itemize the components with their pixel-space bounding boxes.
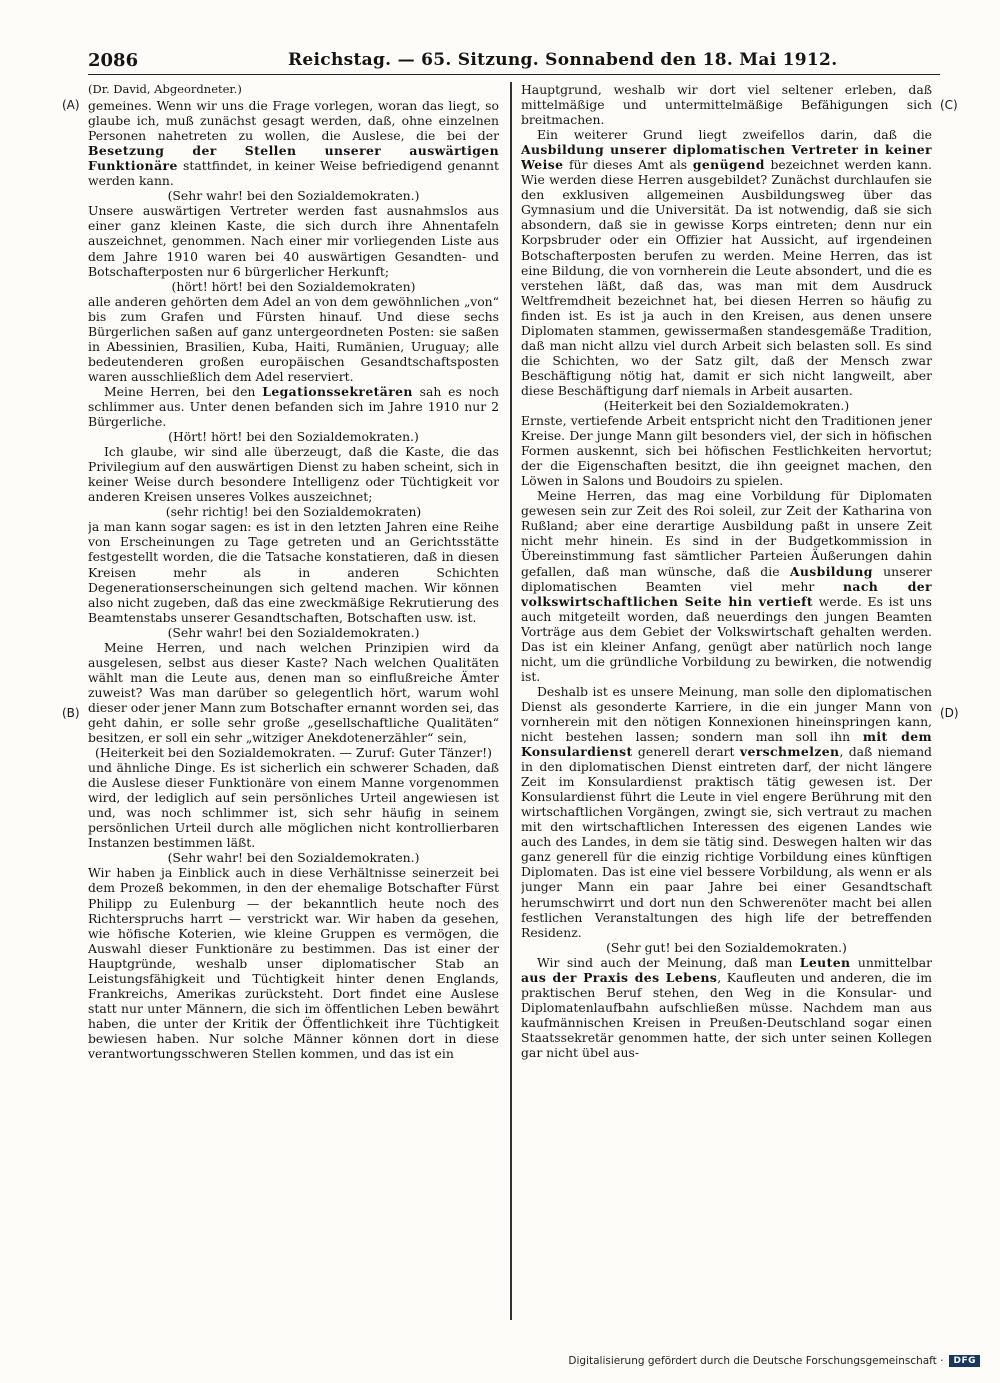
- reaction: (Heiterkeit bei den Sozialdemokraten. — Zuruf: Guter Tänzer!): [95, 745, 492, 761]
- paragraph: und ähnliche Dinge. Es ist sicherlich ein schwerer Schaden, daß die Auslese dieser Funktionäre von einem Manne vorgenommen wird, der lediglich auf sein persönliches Urteil angewiesen ist und, was noch schlimmer ist, sich sehr häufig in seinem persönlichen Urteil durch alle möglichen nicht kontrollierbaren Instanzen bestimmen läßt.: [88, 760, 499, 851]
- paragraph: Unsere auswärtigen Vertreter werden fast ausnahmslos aus einer ganz kleinen Kaste, die sich durch ihre Ahnentafeln auszeichnet, genommen. Nach einer mir vorliegenden Liste aus dem Jahre 1910 waren bei 40 auswärtigen Gesandten- und Botschafterposten nur 6 bürgerlicher Herkunft;: [88, 203, 499, 279]
- text-run: gemeines. Wenn wir uns die Frage vorlegen, woran das liegt, so glaube ich, muß zunächst gesagt werden, daß, ohne einzelnen Personen nahetreten zu wollen, die Auslese, die bei der: [88, 98, 499, 144]
- left-column: [88, 82, 499, 1322]
- text-run: Wir sind auch der Meinung, daß man: [537, 954, 800, 970]
- column-divider: [510, 82, 512, 1320]
- text-run: unmittelbar: [850, 954, 932, 970]
- reaction: (Heiterkeit bei den Sozialdemokraten.): [603, 397, 850, 413]
- paragraph: Ich glaube, wir sind alle überzeugt, daß die Kaste, die das Privilegium auf den auswärtigen Dienst zu haben scheint, sich in keiner Weise durch besondere Intelligenz oder Tüchtigkeit vor anderen Kreisen unseres Volkes auszeichnet;: [88, 444, 499, 505]
- paragraph: [88, 384, 499, 429]
- reaction: (Sehr wahr! bei den Sozialdemokraten.): [167, 188, 420, 204]
- text-run: Ein weiterer Grund liegt zweifellos darin, daß die: [537, 127, 932, 143]
- emphasis: genügend: [692, 157, 765, 173]
- reaction: (Sehr wahr! bei den Sozialdemokraten.): [167, 850, 420, 866]
- margin-mark-a: (A): [62, 98, 80, 112]
- emphasis: Legationssekretären: [262, 383, 413, 399]
- paragraph: [521, 684, 932, 940]
- text-run: für dieses Amt als: [563, 157, 693, 173]
- paragraph: Wir haben ja Einblick auch in diese Verhältnisse seinerzeit bei dem Prozeß bekommen, in den der ehemalige Botschafter Fürst Philipp zu Eulenburg — der bekanntlich heute noch des Richterspruchs harrt — verstrickt war. Wir haben da gesehen, wie höfische Koterien, wie kleine Gruppen es vermögen, die Auswahl dieser Funktionäre zu bestimmen. Das ist einer der Hauptgründe, weshalb unser diplomatischer Stab an Leistungsfähigkeit und Tüchtigkeit hinter denen Englands, Frankreichs, Amerikas zurücksteht. Dort findet eine Auslese statt nur unter Männern, die sich im öffentlichen Leben bewährt haben, die unter der Kritik der Öffentlichkeit ihre Tüchtigkeit bewiesen haben. Nur solche Männer können dort in diese verantwortungsschweren Stellen kommen, und das ist ein: [88, 865, 499, 1061]
- paragraph: alle anderen gehörten dem Adel an von dem gewöhnlichen „von“ bis zum Grafen und Fürsten hinauf. Und diese sechs Bürgerlichen saßen auf ganz untergeordneten Posten: sie saßen in Abessinien, Brasilien, Kuba, Haiti, Rumänien, Uruguay; alle bedeutenderen großen europäischen Gesandtschaftsposten waren ausschließlich dem Adel reserviert.: [88, 293, 499, 384]
- text-run: Meine Herren, das mag eine Vorbildung für Diplomaten gewesen sein zur Zeit des Roi soleil, zur Zeit der Katharina von Rußland; aber eine derartige Ausbildung paßt in unsere Zeit nicht mehr hinein. Es sind in der Budgetkommission in Übereinstimmung fast sämtlicher Parteien Äußerungen dahin gefallen, daß man wünsche, daß die: [521, 488, 932, 579]
- emphasis: verschmelzen: [739, 744, 840, 760]
- page-number: 2086: [88, 50, 139, 71]
- emphasis: Ausbildung unserer diplomatischen Vertreter in keiner Weise: [521, 142, 932, 173]
- speaker-line: (Dr. David, Abgeordneter.): [88, 82, 242, 96]
- reaction: (Sehr gut! bei den Sozialdemokraten.): [606, 939, 847, 955]
- text-run: , Kaufleuten und anderen, die im praktischen Beruf stehen, den Weg in die Konsular- und Diplomatenlaufbahn aufschließen müsse. Nachdem man aus kaufmännischen Kreisen in Preußen-Deutschland sogar einen Staatssekretär genommen hatte, der sich unter seinen Kollegen gar nicht übel aus-: [521, 969, 932, 1060]
- emphasis: Leuten: [799, 954, 851, 970]
- paragraph: Ernste, vertiefende Arbeit entspricht nicht den Traditionen jener Kreise. Der junge Mann gilt besonders viel, der sich in höfischen Formen auskennt, sich bei höfischen Festlichkeiten hervortut; der die Eigenschaften besitzt, die ihn geeignet machen, den Löwen in Salons und Boudoirs zu spielen.: [521, 413, 932, 489]
- reaction: (sehr richtig! bei den Sozialdemokraten): [165, 504, 422, 520]
- text-run: generell derart: [632, 744, 740, 760]
- emphasis: mit dem Konsulardienst: [521, 729, 932, 760]
- emphasis: nach der volkswirtschaftlichen Seite hin vertieft: [521, 578, 932, 609]
- paragraph: [521, 488, 932, 684]
- text-run: Deshalb ist es unsere Meinung, man solle den diplomatischen Dienst als gesonderte Karriere, in die ein junger Mann von vornherein mit den nötigen Konnexionen hineinspringen kann, nicht bestehen lassen; sondern man soll ihn: [521, 683, 932, 745]
- paragraph: [521, 955, 932, 1060]
- paragraph: [521, 127, 932, 398]
- margin-mark-d: (D): [940, 706, 959, 720]
- dfg-logo: DFG: [949, 1355, 980, 1367]
- text-run: sah es noch schlimmer aus. Unter denen befanden sich im Jahre 1910 nur 2 Bürgerliche.: [88, 383, 499, 430]
- paragraph: Meine Herren, und nach welchen Prinzipien wird da ausgelesen, selbst aus dieser Kaste? Nach welchen Qualitäten wählt man die Leute aus, denen man so einflußreiche Ämter zuweist? Was man darüber so gelegentlich hört, warum wohl dieser oder jener Mann zum Botschafter ernannt worden sei, das geht dahin, er solle sehr große „gesellschaftliche Qualitäten“ besitzen, er soll ein sehr „witziger Anekdotenerzähler“ sein,: [88, 639, 499, 746]
- right-column: [521, 82, 932, 1322]
- footer-credit: Digitalisierung gefördert durch die Deutsche Forschungsgemeinschaft ·: [568, 1355, 944, 1367]
- digitization-footer: [568, 1353, 980, 1369]
- paragraph: [88, 98, 499, 188]
- emphasis: Besetzung der Stellen unserer auswärtigen Funktionäre: [88, 143, 499, 174]
- reaction: (Hört! hört! bei den Sozialdemokraten.): [168, 429, 419, 445]
- margin-mark-b: (B): [62, 706, 80, 720]
- text-run: bezeichnet werden kann. Wie werden diese Herren ausgebildet? Zunächst durchlaufen sie den exklusiven allgemeinen Ausbildungsweg über das Gymnasium und die Universität. Da ist notwendig, daß sie sich absondern, daß sie in gewisse Korps eintreten; denn nur ein Korpsbruder oder ein Offizier hat Aussicht, auf irgendeinen Botschafterposten berufen zu werden. Meine Herren, das ist eine Bildung, die von vornherein die Leute absondert, und die es verstehen läßt, daß das, was man mit dem Ausdruck Weltfremdheit bezeichnet hat, bei diesen Herren so häufig zu finden ist. Es ist ja auch in den Kreisen, aus denen unsere Diplomaten stammen, gewissermaßen standesgemäße Tradition, daß man nicht allzu viel durch Arbeit sich belasten soll. Es sind die Schichten, wo der Satz gilt, daß der Mensch zwar Beschäftigung nötig hat, damit er sich nicht langweilt, aber diese Beschäftigung darf niemals in Arbeit ausarten.: [521, 157, 932, 398]
- reaction: (Sehr wahr! bei den Sozialdemokraten.): [167, 624, 420, 640]
- text-run: unserer diplomatischen Beamten viel mehr: [521, 563, 932, 594]
- margin-mark-c: (C): [940, 98, 958, 112]
- text-run: werde. Es ist uns auch mitgeteilt worden, daß neuerdings den jungen Beamten Vorträge aus dem Gebiet der Volkswirtschaft gehalten werden. Das ist ein kleiner Anfang, genügt aber natürlich noch lange nicht, um die gründliche Vorbildung zu bewirken, die notwendig ist.: [521, 593, 932, 684]
- paragraph: Hauptgrund, weshalb wir dort viel seltener erleben, daß mittelmäßige und untermittelmäßige Befähigungen sich breitmachen.: [521, 82, 932, 128]
- emphasis: aus der Praxis des Lebens: [521, 969, 718, 985]
- text-run: stattfindet, in keiner Weise befriedigend genannt werden kann.: [88, 158, 499, 189]
- emphasis: Ausbildung: [789, 563, 873, 579]
- text-run: Meine Herren, bei den: [104, 383, 263, 399]
- text-run: , daß niemand in den diplomatischen Dienst eintreten darf, der nicht längere Zeit im Konsulardienst praktisch tätig gewesen ist. Der Konsulardienst führt die Leute in viel engere Berührung mit den wirtschaftlichen Vorgängen, zwingt sie, sich vertraut zu machen mit den wirtschaftlichen Interessen des eigenen Landes wie auch des Landes, in dem sie tätig sind. Deswegen halten wir das ganz generell für die einzig richtige Vorbildung eines künftigen Diplomaten. Das ist eine viel bessere Vorbildung, als wenn er als junger Mann ein paar Jahre bei einer Gesandtschaft herumschwirrt und dort nun den Schwerenöter macht bei allen festlichen Veranstaltungen des high life der betreffenden Residenz.: [521, 744, 932, 940]
- running-head: Reichstag. — 65. Sitzung. Sonnabend den 18. Mai 1912.: [288, 50, 838, 70]
- page-header: [88, 46, 940, 75]
- reaction: (hört! hört! bei den Sozialdemokraten): [171, 278, 416, 294]
- paragraph: ja man kann sogar sagen: es ist in den letzten Jahren eine Reihe von Erscheinungen zu Tage getreten und an Gerichtsstätte festgestellt worden, die die Tatsache konstatieren, daß in diesen Kreisen mehr als in anderen Schichten Degenerationserscheinungen sich geltend machen. Wir können also nicht zugeben, daß das eine zweckmäßige Rekrutierung des Beamtenstabs unserer Gesandtschaften, Botschaften usw. ist.: [88, 519, 499, 625]
